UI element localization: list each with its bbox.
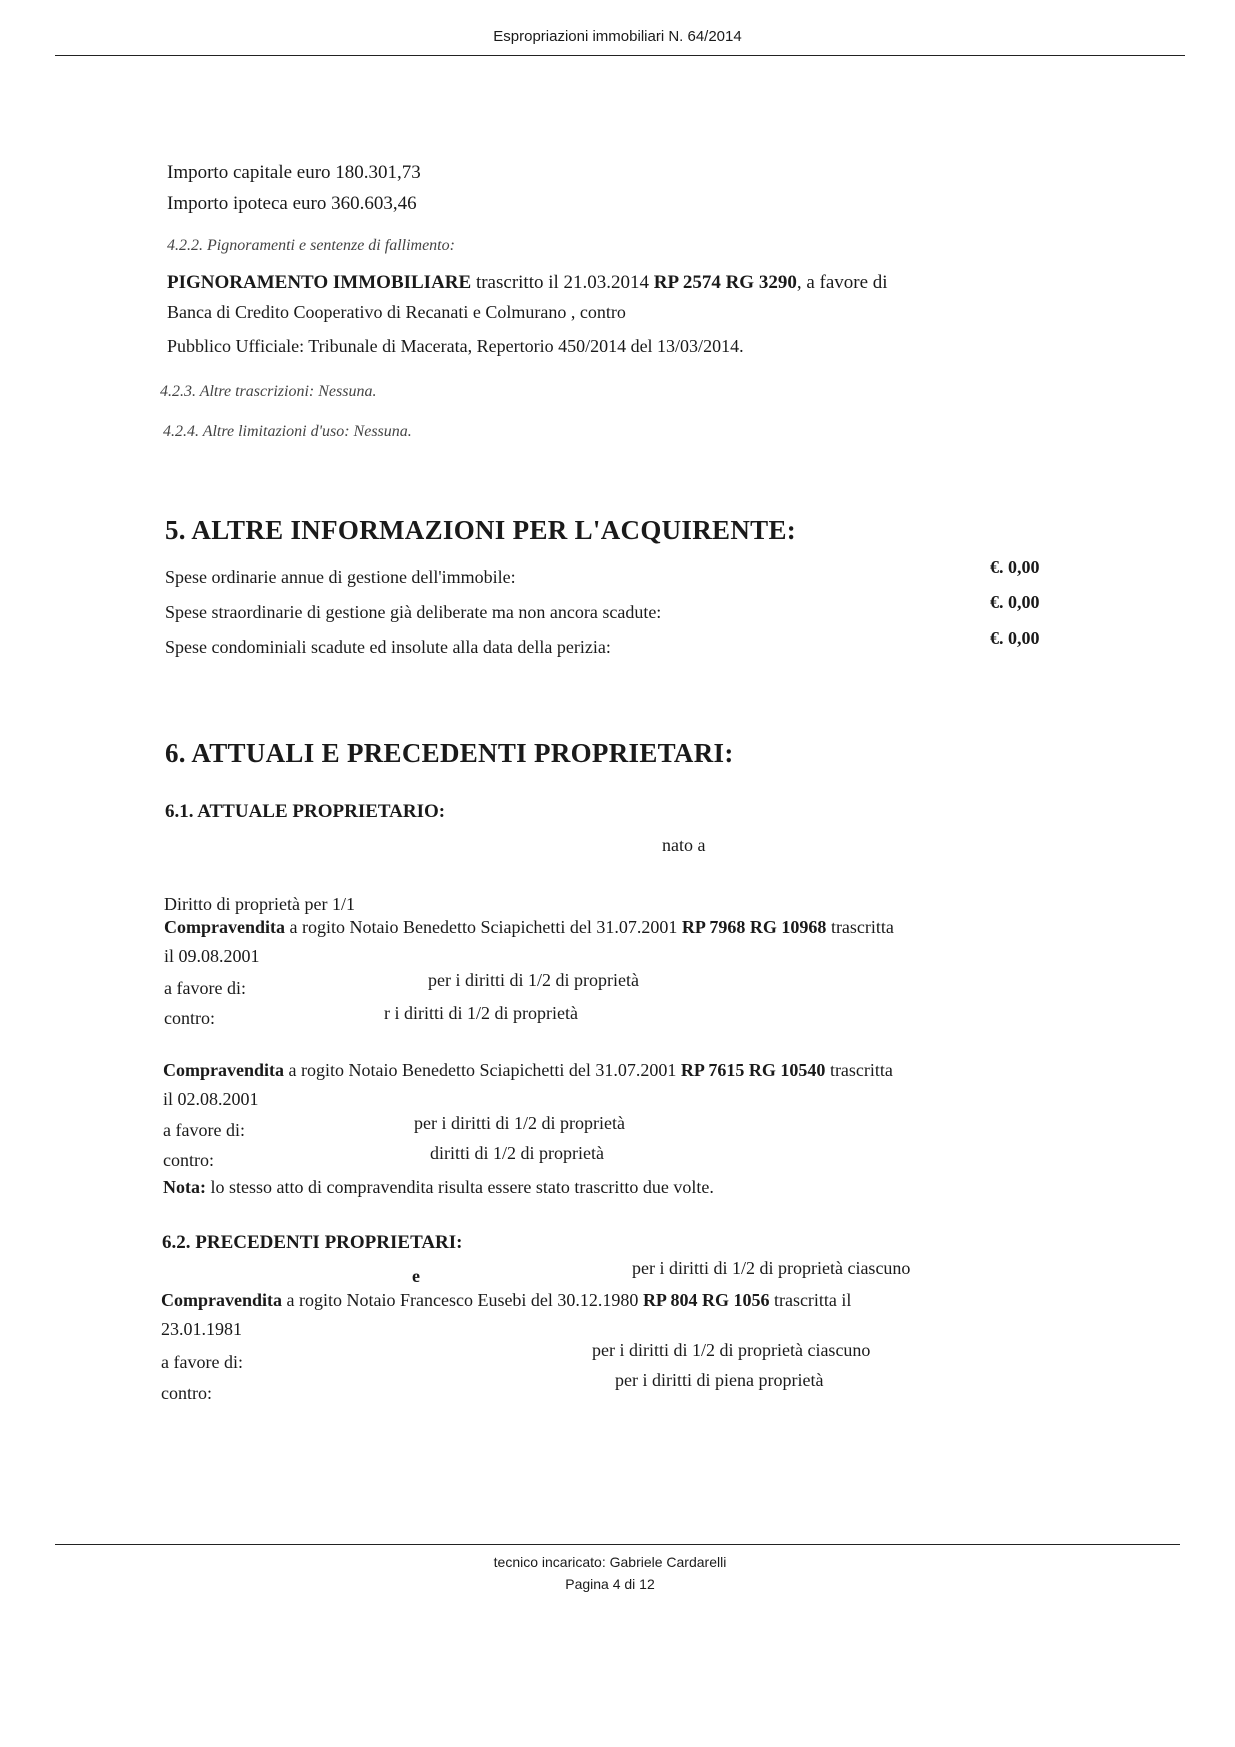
section-424: 4.2.4. Altre limitazioni d'uso: Nessuna. — [163, 423, 412, 440]
spese-straordinarie-label: Spese straordinarie di gestione già deliberate ma non ancora scadute: — [165, 602, 662, 622]
pignoramento-label: PIGNORAMENTO IMMOBILIARE — [167, 272, 472, 293]
compravendita-1-contro-value: r i diritti di 1/2 di proprietà — [384, 1003, 578, 1023]
compravendita-2-line — [163, 1060, 893, 1081]
nota-label: Nota: — [163, 1177, 206, 1197]
compravendita-1-line — [164, 917, 894, 938]
spese-ordinarie-amount: €. 0,00 — [990, 557, 1040, 577]
pignoramento-line-2: Banca di Credito Cooperativo di Recanati e Colmurano , contro — [167, 302, 626, 322]
compravendita-1-label: Compravendita — [164, 917, 285, 937]
section-6-title: 6. ATTUALI E PRECEDENTI PROPRIETARI: — [165, 738, 734, 768]
compravendita-2-favore-value: per i diritti di 1/2 di proprietà — [414, 1113, 625, 1133]
compravendita-1-date: il 09.08.2001 — [164, 946, 260, 966]
importo-ipoteca: Importo ipoteca euro 360.603,46 — [167, 193, 417, 214]
compravendita-3-rogito: a rogito Notaio Francesco Eusebi del 30.12.1980 — [282, 1290, 643, 1310]
compravendita-3-rp-rg: RP 804 RG 1056 — [642, 1290, 770, 1310]
diritto-proprieta: Diritto di proprietà per 1/1 — [164, 894, 355, 914]
pignoramento-line-3: Pubblico Ufficiale: Tribunale di Macerata, Repertorio 450/2014 del 13/03/2014. — [167, 336, 744, 356]
section-62-title: 6.2. PRECEDENTI PROPRIETARI: — [162, 1232, 463, 1253]
compravendita-3-favore-label: a favore di: — [161, 1352, 243, 1372]
pignoramento-rp-rg: RP 2574 RG 3290 — [653, 272, 797, 293]
spese-condominiali-amount: €. 0,00 — [990, 628, 1040, 648]
compravendita-3-contro-label: contro: — [161, 1383, 212, 1403]
precedenti-e: e — [412, 1266, 420, 1286]
pignoramento-line-1 — [167, 272, 888, 294]
pignoramento-date: trascritto il 21.03.2014 — [471, 272, 654, 293]
compravendita-2-date: il 02.08.2001 — [163, 1089, 259, 1109]
precedenti-ciascuno: per i diritti di 1/2 di proprietà ciascuno — [632, 1258, 911, 1278]
compravendita-3-date: 23.01.1981 — [161, 1319, 242, 1339]
spese-ordinarie-label: Spese ordinarie annue di gestione dell'immobile: — [165, 567, 516, 587]
compravendita-1-rogito: a rogito Notaio Benedetto Sciapichetti del 31.07.2001 — [285, 917, 682, 937]
compravendita-3-trascritta: trascritta il — [769, 1290, 852, 1310]
spese-straordinarie-amount: €. 0,00 — [990, 592, 1040, 612]
section-423: 4.2.3. Altre trascrizioni: Nessuna. — [160, 383, 377, 400]
compravendita-2-favore-label: a favore di: — [163, 1120, 245, 1140]
compravendita-1-contro-label: contro: — [164, 1008, 215, 1028]
section-61-title: 6.1. ATTUALE PROPRIETARIO: — [165, 801, 446, 822]
compravendita-3-favore-value: per i diritti di 1/2 di proprietà ciascuno — [592, 1340, 871, 1360]
compravendita-1-rp-rg: RP 7968 RG 10968 — [681, 917, 827, 937]
nato-a-label: nato a — [662, 835, 706, 855]
footer-pagina: Pagina 4 di 12 — [565, 1576, 655, 1592]
section-5-title: 5. ALTRE INFORMAZIONI PER L'ACQUIRENTE: — [165, 515, 797, 545]
pignoramento-favore: , a favore di — [796, 272, 888, 293]
compravendita-1-favore-value: per i diritti di 1/2 di proprietà — [428, 970, 639, 990]
compravendita-2-label: Compravendita — [163, 1060, 284, 1080]
nota-text: lo stesso atto di compravendita risulta essere stato trascritto due volte. — [206, 1177, 714, 1197]
footer-tecnico: tecnico incaricato: Gabriele Cardarelli — [493, 1554, 727, 1570]
nota-line — [163, 1177, 714, 1198]
compravendita-2-trascritta: trascritta — [825, 1060, 893, 1080]
compravendita-1-trascritta: trascritta — [826, 917, 894, 937]
spese-condominiali-label: Spese condominiali scadute ed insolute alla data della perizia: — [165, 637, 611, 657]
compravendita-2-rogito: a rogito Notaio Benedetto Sciapichetti del 31.07.2001 — [284, 1060, 681, 1080]
compravendita-3-contro-value: per i diritti di piena proprietà — [615, 1370, 824, 1390]
compravendita-2-contro-value: diritti di 1/2 di proprietà — [430, 1143, 604, 1163]
compravendita-2-rp-rg: RP 7615 RG 10540 — [680, 1060, 826, 1080]
compravendita-3-label: Compravendita — [161, 1290, 282, 1310]
header-rule — [55, 55, 1185, 56]
importo-capitale: Importo capitale euro 180.301,73 — [167, 162, 421, 183]
page-header-title: Espropriazioni immobiliari N. 64/2014 — [493, 28, 742, 45]
footer-rule — [55, 1544, 1180, 1545]
compravendita-2-contro-label: contro: — [163, 1150, 214, 1170]
section-422-heading: 4.2.2. Pignoramenti e sentenze di fallimento: — [167, 237, 455, 254]
compravendita-1-favore-label: a favore di: — [164, 978, 246, 998]
compravendita-3-line — [161, 1290, 851, 1311]
